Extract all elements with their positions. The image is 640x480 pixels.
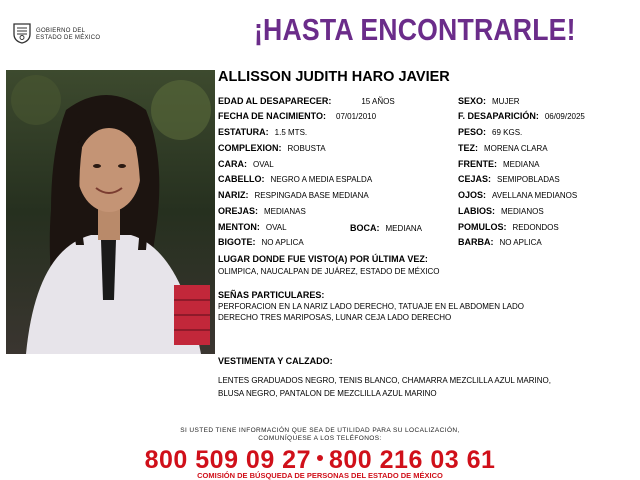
field-nariz-value: RESPINGADA BASE MEDIANA [254,191,369,200]
person-name: ALLISSON JUDITH HARO JAVIER [218,69,450,85]
field-tez-value: MORENA CLARA [484,144,548,153]
field-cabello [218,174,372,185]
lugar-text: OLIMPICA, NAUCALPAN DE JUÁREZ, ESTADO DE MÉXICO [218,267,440,276]
field-sexo-label: SEXO: [458,96,487,106]
vestimenta-line2: BLUSA NEGRO, PANTALON DE MEZCLILLA AZUL MARINO [218,389,437,398]
field-frente [458,159,539,170]
field-cara-value: OVAL [253,160,274,169]
field-orejas-label: OREJAS: [218,206,259,216]
field-complexion-label: COMPLEXION: [218,143,282,153]
field-nariz [218,190,369,201]
field-tez [458,143,548,154]
field-orejas-value: MEDIANAS [264,207,306,216]
field-peso [458,127,522,138]
field-cara [218,159,274,170]
phone-1[interactable]: 800 509 09 27 [144,446,311,474]
state-shield-icon [12,22,32,44]
vestimenta-title: VESTIMENTA Y CALZADO: [218,356,333,366]
field-nacimiento [218,111,376,122]
field-tez-label: TEZ: [458,143,478,153]
contact-line1: SI USTED TIENE INFORMACIÓN QUE SEA DE UTILIDAD PARA SU LOCALIZACIÓN, [180,427,460,434]
senas-line2: DERECHO TRES MARIPOSAS, LUNAR CEJA LADO DERECHO [218,313,452,322]
field-frente-value: MEDIANA [503,160,540,169]
field-sexo-value: MUJER [492,97,520,106]
field-pomulos-label: POMULOS: [458,222,507,232]
field-edad-value: 15 AÑOS [361,97,395,106]
field-pomulos [458,222,559,233]
banner-title: ¡HASTA ENCONTRARLE! [254,12,576,47]
field-ojos [458,190,577,201]
field-frente-label: FRENTE: [458,159,497,169]
field-menton-label: MENTON: [218,222,260,232]
field-edad [218,96,395,107]
field-cejas-label: CEJAS: [458,174,492,184]
field-sexo [458,96,520,107]
senas-title: SEÑAS PARTICULARES: [218,290,325,300]
field-cara-label: CARA: [218,159,247,169]
field-ojos-label: OJOS: [458,190,487,200]
field-complexion [218,143,326,154]
field-estatura-value: 1.5 MTS. [274,128,308,137]
contact-line2: COMUNÍQUESE A LOS TELÉFONOS: [258,435,382,442]
field-bigote [218,237,304,248]
field-cejas [458,174,560,185]
field-estatura-label: ESTATURA: [218,127,269,137]
field-cabello-value: NEGRO A MEDIA ESPALDA [270,175,373,184]
logo-text-line1: GOBIERNO DEL [36,28,86,34]
field-menton [218,222,287,233]
field-estatura [218,127,307,138]
field-boca-label: BOCA: [350,223,380,233]
field-pomulos-value: REDONDOS [512,223,559,232]
field-barba-value: NO APLICA [499,238,542,247]
lugar-title: LUGAR DONDE FUE VISTO(A) POR ÚLTIMA VEZ: [218,254,428,264]
field-boca [350,223,422,234]
phone-2[interactable]: 800 216 03 61 [329,446,496,474]
vestimenta-line1: LENTES GRADUADOS NEGRO, TENIS BLANCO, CHAMARRA MEZCLILLA AZUL MARINO, [218,376,551,385]
state-logo [12,22,122,46]
field-menton-value: OVAL [265,223,287,232]
senas-line1: PERFORACION EN LA NARIZ LADO DERECHO, TATUAJE EN EL ABDOMEN LADO [218,302,524,311]
field-barba [458,237,542,248]
separator-dot [317,455,323,461]
photo-illustration [6,70,215,354]
field-nacimiento-label: FECHA DE NACIMIENTO: [218,111,326,121]
field-labios-label: LABIOS: [458,206,495,216]
field-desaparicion-value: 06/09/2025 [544,112,585,121]
field-bigote-label: BIGOTE: [218,237,256,247]
field-cabello-label: CABELLO: [218,174,265,184]
field-nacimiento-value: 07/01/2010 [336,112,377,121]
missing-person-photo [6,70,215,354]
field-ojos-value: AVELLANA MEDIANOS [492,191,578,200]
field-complexion-value: ROBUSTA [287,144,326,153]
field-bigote-value: NO APLICA [261,238,304,247]
field-orejas [218,206,306,217]
field-boca-value: MEDIANA [385,224,422,233]
field-nariz-label: NARIZ: [218,190,249,200]
field-desaparicion [458,111,585,122]
field-peso-label: PESO: [458,127,487,137]
field-edad-label: EDAD AL DESAPARECER: [218,96,332,106]
field-desaparicion-label: F. DESAPARICIÓN: [458,111,539,121]
field-peso-value: 69 KGS. [492,128,523,137]
field-labios-value: MEDIANOS [501,207,544,216]
logo-text-line2: ESTADO DE MÉXICO [36,35,101,41]
field-labios [458,206,544,217]
footer-commission: COMISIÓN DE BÚSQUEDA DE PERSONAS DEL ESTADO DE MÉXICO [197,471,443,480]
field-barba-label: BARBA: [458,237,494,247]
field-cejas-value: SEMIPOBLADAS [497,175,560,184]
